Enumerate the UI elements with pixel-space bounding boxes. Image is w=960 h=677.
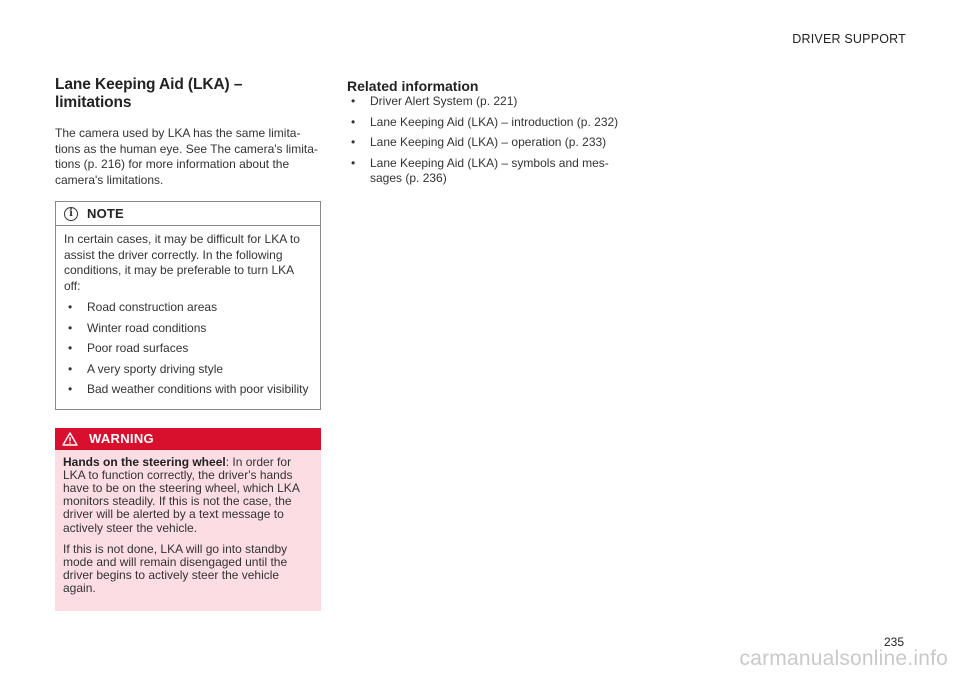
related-item[interactable]: • Driver Alert System (p. 221) [351,94,518,108]
watermark: carmanualsonline.info [739,647,948,670]
related-item[interactable]: • Lane Keeping Aid (LKA) – symbols and mes-sages (p. 236) [351,155,609,185]
note-list [64,300,312,398]
list-item: • Bad weather conditions with poor visibility [68,382,309,396]
list-item: • Poor road surfaces [68,341,189,355]
note-body [56,226,320,398]
note-title: NOTE [87,206,124,221]
list-item: • A very sporty driving style [68,361,224,376]
related-item[interactable]: • Lane Keeping Aid (LKA) – operation (p. 233) [351,135,607,149]
list-item: • Winter road conditions [68,320,207,335]
warning-paragraph-2: If this is not done, LKA will go into standby mode and will remain disengaged until the driver begins to actively steer the vehicle again. [63,541,288,596]
related-link[interactable]: Lane Keeping Aid (LKA) – introduction (p. 232) [370,114,619,129]
related-link[interactable]: Lane Keeping Aid (LKA) – symbols and mes-sages (p. 236) [370,155,609,185]
page-number: 235 [883,635,904,649]
related-title: Related information [347,78,479,94]
list-item-text: Poor road surfaces [87,341,189,355]
section-header: DRIVER SUPPORT [792,32,906,46]
left-column [55,76,321,611]
list-item-text: Road construction areas [87,300,218,314]
note-box [55,201,321,410]
warning-triangle-icon [62,432,78,446]
list-item-text: A very sporty driving style [87,361,224,376]
page-title: Lane Keeping Aid (LKA) – limitations [55,76,243,111]
warning-lead: Hands on the steering wheel [63,454,226,469]
note-text: In certain cases, it may be difficult for LKA to assist the driver correctly. In the following conditions, it may be preferable to turn LKA off: [64,232,300,293]
info-icon: i [64,207,78,221]
list-item-text: Winter road conditions [87,320,207,335]
warning-text-1: : In order for LKA to function correctly, the driver's hands have to be on the steering wheel, which LKA monitors steadily. If this is not the case, the driver will be alerted by a text message to actively steer the vehicle. [63,454,300,535]
warning-paragraph-1 [63,456,313,535]
related-link[interactable]: Driver Alert System (p. 221) [370,94,518,108]
warning-box [55,428,321,611]
right-column [347,78,637,192]
warning-header [55,428,321,450]
related-list [347,94,637,187]
intro-paragraph: The camera used by LKA has the same limita-tions as the human eye. See The camera's limita-tions (p. 216) for more information about the camera's limitations. [55,126,318,187]
note-header [56,202,320,226]
related-item[interactable]: • Lane Keeping Aid (LKA) – introduction (p. 232) [351,114,619,129]
related-link[interactable]: Lane Keeping Aid (LKA) – operation (p. 233) [370,135,607,149]
list-item-text: Bad weather conditions with poor visibility [87,382,309,396]
warning-body [55,450,321,596]
warning-title: WARNING [89,431,154,446]
list-item: • Road construction areas [68,300,218,314]
